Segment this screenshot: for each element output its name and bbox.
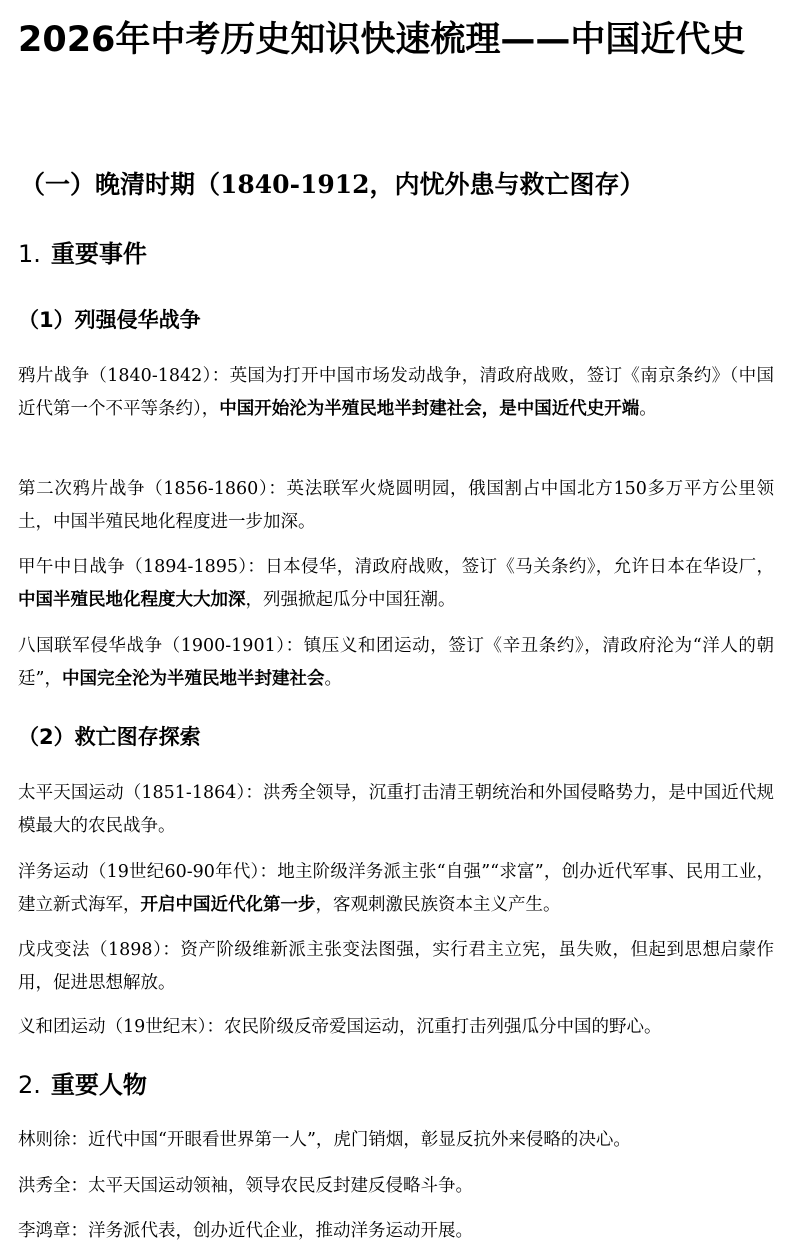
paragraph-text: 鸦片战争（1840-1842）：英国为打开中国市场发动战争，清政府战败，签订《南京条约》（中国近代第一个不平等条约）， xyxy=(18,366,774,419)
paragraph-text: 太平天国运动（1851-1864）：洪秀全领导，沉重打击清王朝统治和外国侵略势力，是中国近代规模最大的农民战争。 xyxy=(18,783,774,836)
paragraph-boxer-movement xyxy=(18,1011,774,1044)
paragraph-eight-nation-alliance xyxy=(18,630,774,696)
subheading-important-figures xyxy=(18,1069,147,1101)
paragraph-li-hongzhang: 李鸿章：洋务派代表，创办近代企业，推动洋务运动开展。 xyxy=(18,1221,473,1241)
paragraph-sino-japanese-war xyxy=(18,551,774,617)
paragraph-second-opium-war xyxy=(18,473,774,539)
paragraph-tail: ，客观刺激民族资本主义产生。 xyxy=(315,895,561,915)
paragraph-text: 第二次鸦片战争（1856-1860）：英法联军火烧圆明园，俄国割占中国北方150多万平方公里领土，中国半殖民地化程度进一步加深。 xyxy=(18,479,774,532)
paragraph-emphasis: 中国完全沦为半殖民地半封建社会 xyxy=(61,669,325,689)
paragraph-text: 义和团运动（19世纪末）：农民阶级反帝爱国运动，沉重打击列强瓜分中国的野心。 xyxy=(18,1017,662,1037)
subheading-number: 2. xyxy=(18,1071,41,1099)
part-heading-invasion-wars: （1）列强侵华战争 xyxy=(18,308,201,332)
paragraph-tail: 。 xyxy=(324,669,342,689)
paragraph-tail: ，列强掀起瓜分中国狂潮。 xyxy=(245,590,456,610)
subheading-label: 重要事件 xyxy=(50,240,147,268)
page-title: 2026年中考历史知识快速梳理——中国近代史 xyxy=(18,20,746,60)
paragraph-text: 戊戌变法（1898）：资产阶级维新派主张变法图强，实行君主立宪，虽失败，但起到思想启蒙作用，促进思想解放。 xyxy=(18,940,774,993)
part-heading-national-salvation: （2）救亡图存探索 xyxy=(18,725,201,749)
paragraph-hundred-days-reform xyxy=(18,934,774,1000)
paragraph-text: 洋务运动（19世纪60-90年代）：地主阶级洋务派主张“自强”“求富”，创办近代军事、民用工业，建立新式海军， xyxy=(18,862,774,915)
paragraph-emphasis: 中国半殖民地化程度大大加深 xyxy=(18,590,246,610)
paragraph-self-strengthening xyxy=(18,856,774,922)
paragraph-tail: 。 xyxy=(639,399,657,419)
paragraph-lin-zexu: 林则徐：近代中国“开眼看世界第一人”，虎门销烟，彰显反抗外来侵略的决心。 xyxy=(18,1130,631,1150)
subheading-important-events xyxy=(18,238,147,270)
paragraph-emphasis: 中国开始沦为半殖民地半封建社会，是中国近代史开端 xyxy=(219,399,640,419)
paragraph-text: 甲午中日战争（1894-1895）：日本侵华，清政府战败，签订《马关条约》，允许日本在华设厂， xyxy=(18,557,774,577)
subheading-label: 重要人物 xyxy=(50,1071,147,1099)
paragraph-emphasis: 开启中国近代化第一步 xyxy=(140,895,316,915)
subheading-number: 1. xyxy=(18,240,41,268)
section-heading-late-qing: （一）晚清时期（1840-1912，内忧外患与救亡图存） xyxy=(20,170,645,199)
paragraph-text: 八国联军侵华战争（1900-1901）：镇压义和团运动，签订《辛丑条约》，清政府沦为“洋人的朝廷”， xyxy=(18,636,774,689)
paragraph-taiping-movement xyxy=(18,777,774,843)
paragraph-hong-xiuquan: 洪秀全：太平天国运动领袖，领导农民反封建反侵略斗争。 xyxy=(18,1176,473,1196)
paragraph-opium-war xyxy=(18,360,774,426)
